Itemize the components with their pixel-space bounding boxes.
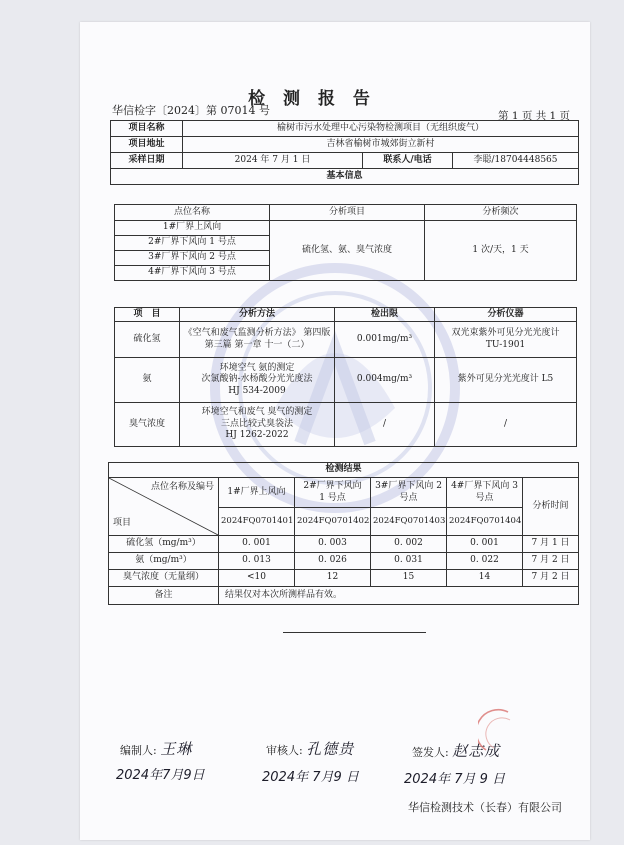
method-line: 三点比较式臭袋法 [220,418,293,429]
remark-text: 结果仅对本次所测样品有效。 [219,587,579,605]
point-name-line: 号点 [475,492,494,503]
page-number: 第 1 页 共 1 页 [498,110,571,122]
basic-info-table [114,204,577,281]
project-name: 榆树市污水处理中心污染物检测项目（无组织废气） [183,121,579,137]
method-line: 环境空气和废气 臭气的测定 [201,407,313,418]
results-table [108,462,579,605]
col-item-header: 分析项目 [270,205,425,221]
method-description [180,322,335,358]
results-corner-cell [109,478,219,536]
result-time: 7 月 2 日 [523,553,579,570]
sample-code: 2024FQ0701404 [447,508,523,536]
reviewer-signature [266,738,354,759]
remark-label: 备注 [109,587,219,605]
result-value: 0. 003 [295,536,371,553]
issuer-label: 签发人: [412,746,449,759]
col-frequency-header: 分析频次 [425,205,577,221]
instrument: 紫外可见分光光度计 L5 [435,358,577,403]
point-name-line: 1#厂界上风向 [227,486,286,497]
methods-table [114,307,577,447]
corner-bottom-label: 项目 [113,517,132,528]
method-line: 第三篇 第一章 十一（二） [204,339,310,350]
company-stamp-icon [478,708,528,758]
sample-code: 2024FQ0701403 [371,508,447,536]
point-name: 3#厂界下风向 2 号点 [115,251,270,266]
point-name: 4#厂界下风向 3 号点 [115,266,270,281]
editor-signature [120,738,192,759]
detection-limit: / [335,403,435,447]
point-name-line: 1 号点 [319,492,346,503]
method-line: HJ 1262-2022 [225,430,289,441]
method-description [180,403,335,447]
result-value: <10 [219,570,295,587]
result-value: 0. 026 [295,553,371,570]
point-name-line: 3#厂界下风向 2 [375,481,442,491]
result-value: 0. 001 [219,536,295,553]
method-description [180,358,335,403]
section-divider [283,632,426,633]
sample-code: 2024FQ0701401 [219,508,295,536]
col-instrument-header: 分析仪器 [435,308,577,322]
point-name-line: 4#厂界下风向 3 [451,481,518,491]
result-value: 0. 001 [447,536,523,553]
method-line: 《空气和废气监测分析方法》 第四版 [183,328,331,338]
result-item: 臭气浓度（无量纲） [109,570,219,587]
header-table [110,120,579,185]
col-limit-header: 检出限 [335,308,435,322]
method-item: 硫化氢 [115,322,180,358]
reviewer-sign: 孔德贵 [306,740,355,758]
method-item: 臭气浓度 [115,403,180,447]
result-point-name [371,478,447,508]
point-name-line: 号点 [399,492,418,503]
method-item: 氨 [115,358,180,403]
detection-limit: 0.004mg/m³ [335,358,435,403]
result-point-name [295,478,371,508]
result-point-name [219,478,295,508]
issuer-sign: 赵志成 [452,742,501,760]
address-label: 项目地址 [111,137,183,153]
point-name-line: 2#厂界下风向 [303,481,362,491]
reviewer-date: 2024年 7月9 日 [262,770,359,785]
result-value: 0. 002 [371,536,447,553]
analysis-frequency: 1 次/天，1 天 [425,221,577,281]
point-name: 1#厂界上风向 [115,221,270,236]
project-name-label: 项目名称 [111,121,183,137]
method-line: HJ 534-2009 [228,385,286,396]
result-value: 0. 013 [219,553,295,570]
result-item: 氨（mg/m³） [109,553,219,570]
issuer-date: 2024年 7月 9 日 [404,772,506,787]
detection-limit: 0.001mg/m³ [335,322,435,358]
col-point-header: 点位名称 [115,205,270,221]
instrument [435,322,577,358]
result-value: 12 [295,570,371,587]
results-title: 检测结果 [109,463,579,478]
result-value: 0. 022 [447,553,523,570]
sample-code: 2024FQ0701402 [295,508,371,536]
result-time: 7 月 1 日 [523,536,579,553]
point-name: 2#厂界下风向 1 号点 [115,236,270,251]
editor-date: 2024年7月9日 [116,768,205,783]
col-item-header: 项 目 [115,308,180,322]
table-row [109,553,579,570]
col-method-header: 分析方法 [180,308,335,322]
method-line: 次氯酸钠-水杨酸分光光度法 [201,374,313,385]
result-time: 7 月 2 日 [523,570,579,587]
reviewer-label: 审核人: [266,744,303,757]
contact-value: 李聪/18704448565 [453,153,579,169]
result-point-name [447,478,523,508]
result-value: 14 [447,570,523,587]
instrument-line: TU-1901 [485,339,526,350]
report-title: 检 测 报 告 [248,89,376,109]
instrument-line: 双光束紫外可见分光光度计 [451,328,560,338]
instrument: / [435,403,577,447]
sample-date-label: 采样日期 [111,153,183,169]
corner-top-label: 点位名称及编号 [150,482,214,492]
sample-date: 2024 年 7 月 1 日 [183,153,363,169]
editor-sign: 王琳 [160,740,193,758]
result-item: 硫化氢（mg/m³） [109,536,219,553]
method-line: 环境空气 氨的测定 [219,362,295,373]
analysis-items: 硫化氢、氨、臭气浓度 [270,221,425,281]
result-value: 15 [371,570,447,587]
document-number: 华信检字〔2024〕第 07014 号 [112,104,270,117]
basic-info-title: 基本信息 [111,169,579,185]
col-time-header: 分析时间 [523,478,579,536]
result-value: 0. 031 [371,553,447,570]
contact-label: 联系人/电话 [363,153,453,169]
table-row [109,536,579,553]
table-row [109,570,579,587]
project-address: 吉林省榆树市城郊街立新村 [183,137,579,153]
company-name: 华信检测技术（长春）有限公司 [408,801,562,814]
editor-label: 编制人: [120,744,157,757]
